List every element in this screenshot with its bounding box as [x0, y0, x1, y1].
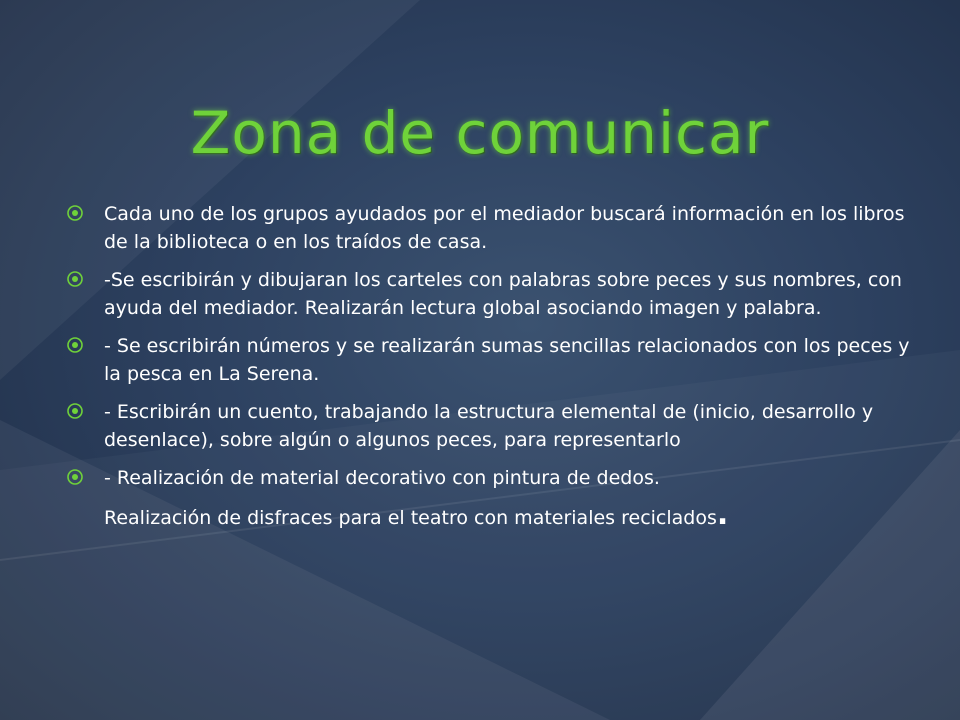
- extra-line-period: .: [716, 497, 729, 532]
- bullet-item: [66, 464, 926, 492]
- target-bullet-icon: [66, 402, 84, 420]
- target-bullet-icon: [66, 270, 84, 288]
- bullet-item: [66, 266, 926, 322]
- slide-content: [66, 200, 926, 532]
- bullet-text: -Se escribirán y dibujaran los carteles con palabras sobre peces y sus nombres, con ayuda del mediador. Realizarán lectura global asociando imagen y palabra.: [104, 269, 902, 319]
- bullet-item: [66, 200, 926, 256]
- extra-line: [66, 497, 926, 532]
- extra-line-text: Realización de disfraces para el teatro con materiales reciclados: [104, 507, 717, 529]
- slide-title: Zona de comunicar: [190, 98, 770, 167]
- bullet-item: [66, 332, 926, 388]
- target-bullet-icon: [66, 336, 84, 354]
- target-bullet-icon: [66, 204, 84, 222]
- bullet-text: - Se escribirán números y se realizarán sumas sencillas relacionados con los peces y la pesca en La Serena.: [104, 335, 910, 385]
- bullet-text: - Realización de material decorativo con pintura de dedos.: [104, 467, 660, 489]
- target-bullet-icon: [66, 468, 84, 486]
- bullet-item: [66, 398, 926, 454]
- bullet-text: - Escribirán un cuento, trabajando la estructura elemental de (inicio, desarrollo y desenlace), sobre algún o algunos peces, para representarlo: [104, 401, 874, 451]
- bullet-text: Cada uno de los grupos ayudados por el mediador buscará información en los libros de la biblioteca o en los traídos de casa.: [104, 203, 905, 253]
